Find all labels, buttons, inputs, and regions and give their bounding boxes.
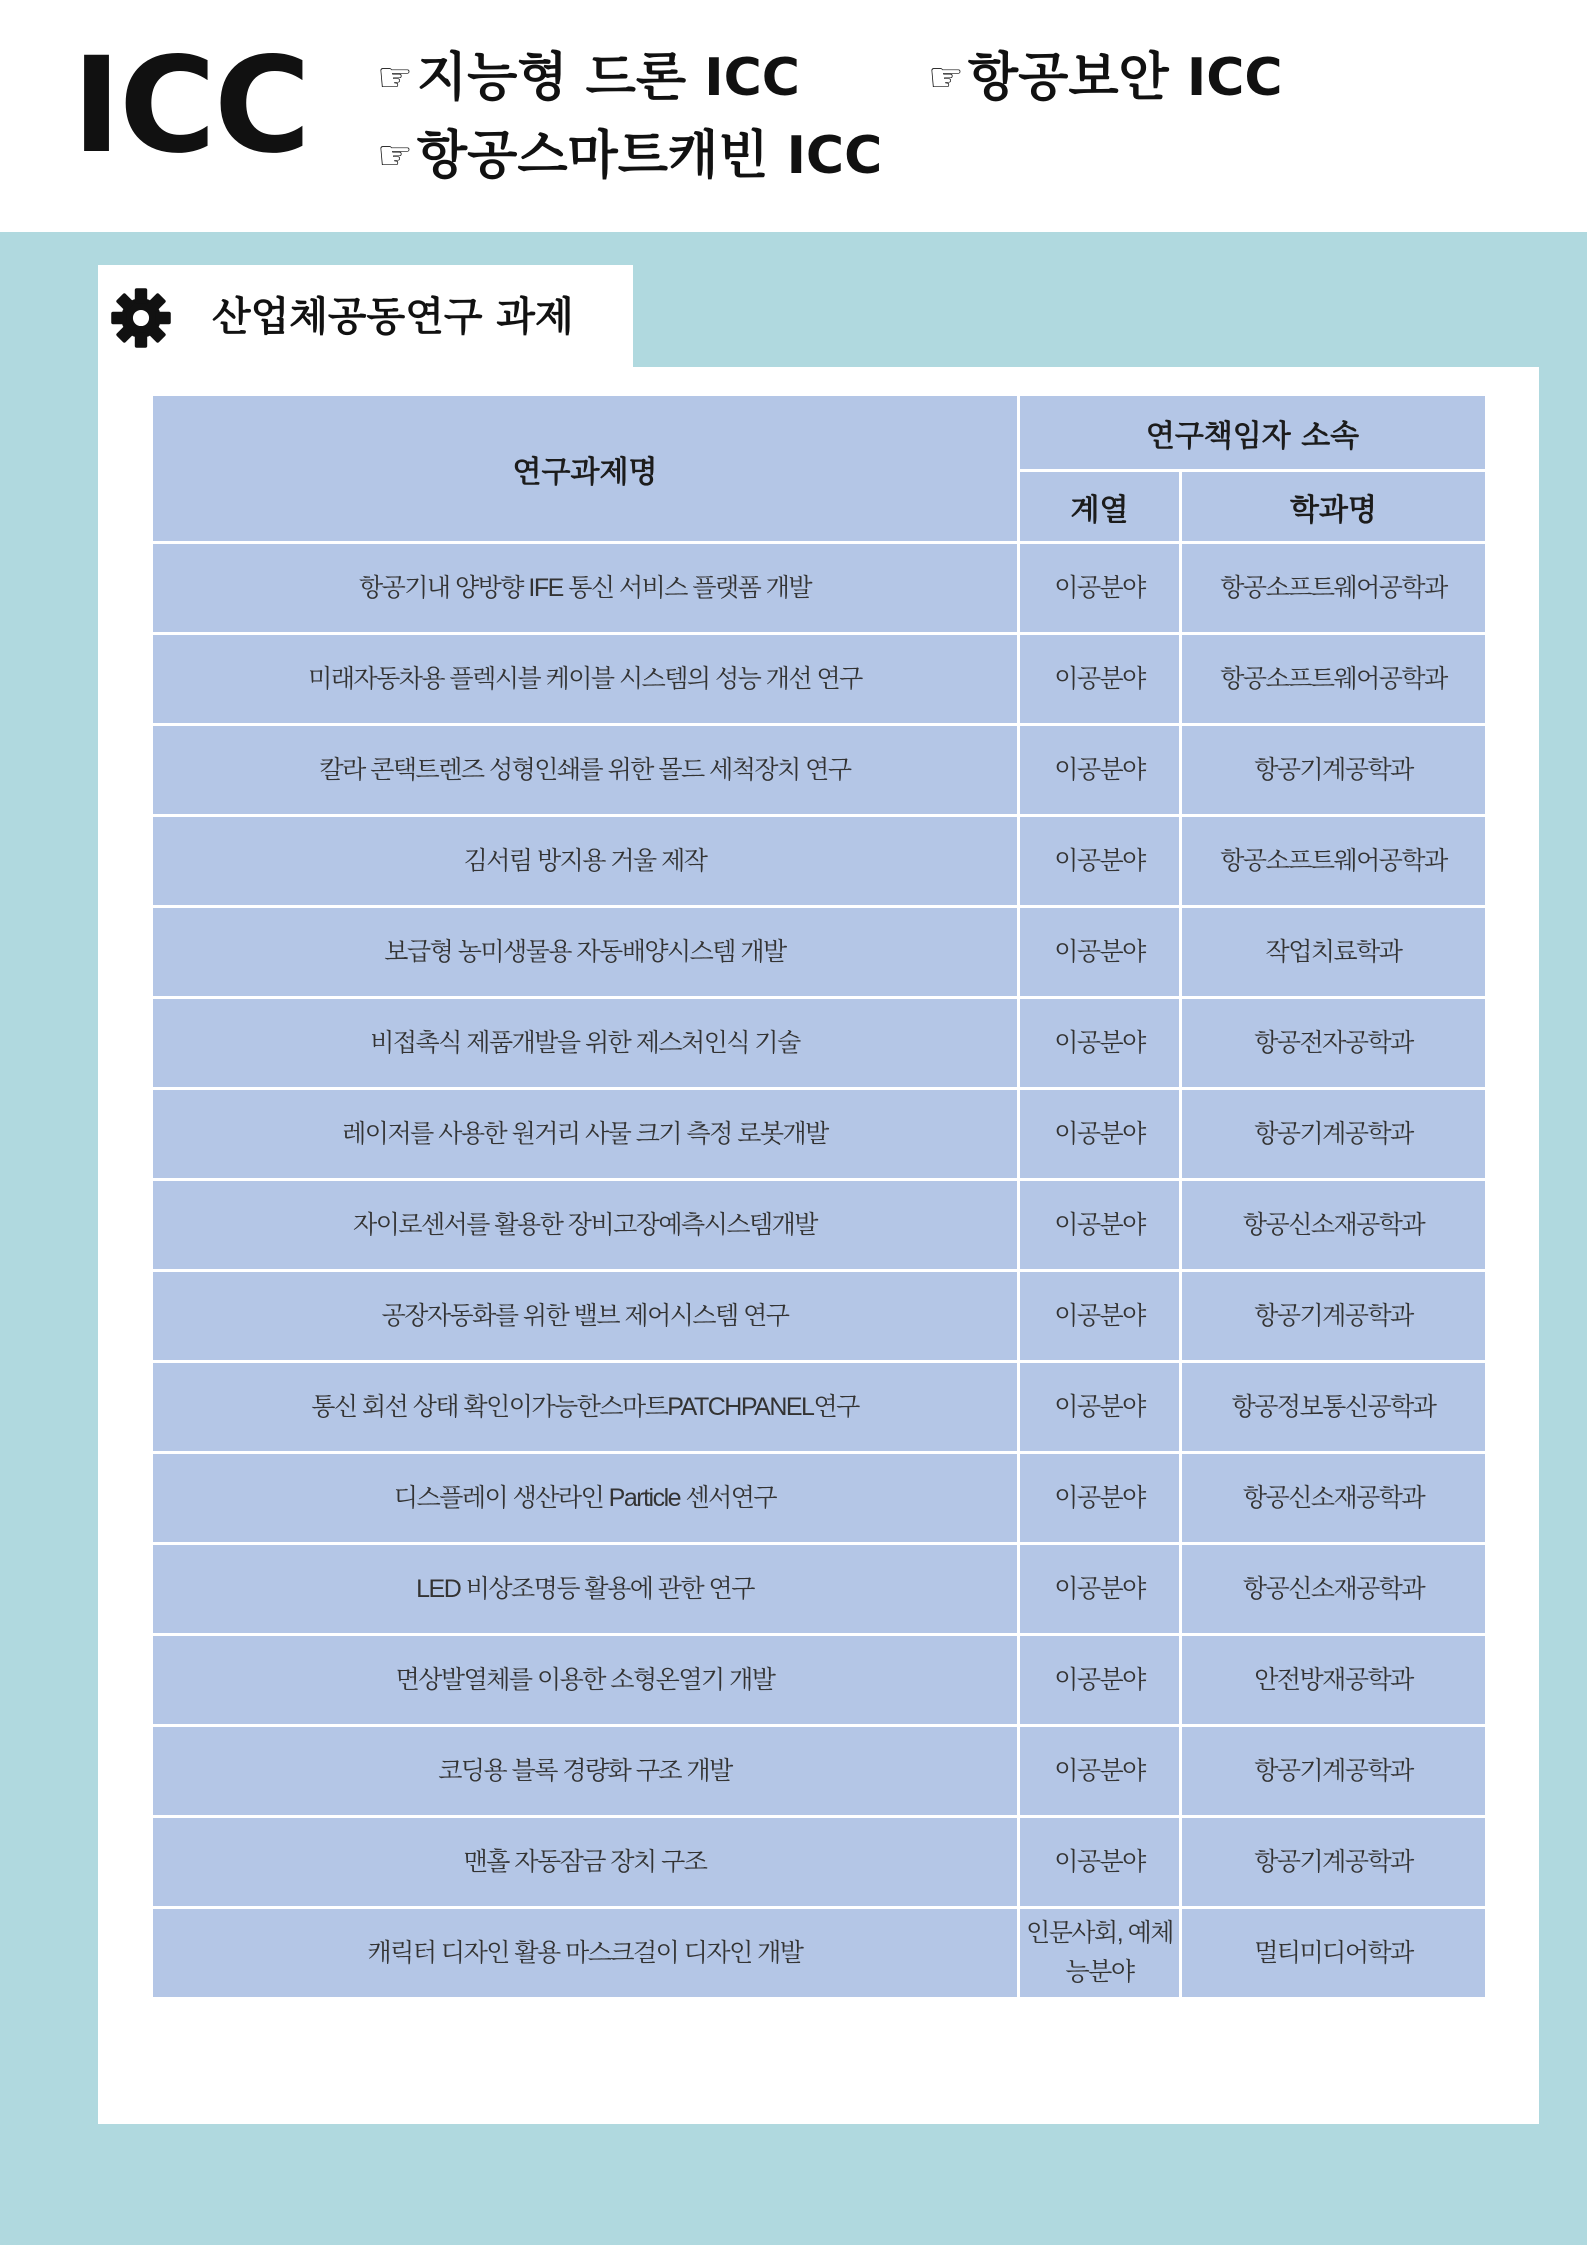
gear-icon: [110, 287, 172, 349]
cell-project: 칼라 콘택트렌즈 성형인쇄를 위한 몰드 세척장치 연구: [152, 725, 1019, 816]
cell-project: 레이저를 사용한 원거리 사물 크기 측정 로봇개발: [152, 1089, 1019, 1180]
cell-field: 이공분야: [1019, 634, 1181, 725]
table-row: [152, 1817, 1487, 1908]
table-row: [152, 907, 1487, 998]
table-row: [152, 1089, 1487, 1180]
cell-project: 면상발열체를 이용한 소형온열기 개발: [152, 1635, 1019, 1726]
pointing-hand-icon: ☞: [377, 55, 413, 101]
cell-project: 맨홀 자동잠금 장치 구조: [152, 1817, 1019, 1908]
cell-department: 항공신소재공학과: [1181, 1544, 1487, 1635]
header-affiliation: 연구책임자 소속: [1019, 395, 1487, 471]
table-row: [152, 1908, 1487, 1999]
table-row: [152, 725, 1487, 816]
cell-field: 이공분야: [1019, 1362, 1181, 1453]
cell-project: 통신 회선 상태 확인이가능한스마트PATCHPANEL연구: [152, 1362, 1019, 1453]
table-row: [152, 634, 1487, 725]
header-project: 연구과제명: [152, 395, 1019, 543]
project-table: [150, 393, 1488, 2000]
cell-department: 항공기계공학과: [1181, 1271, 1487, 1362]
table-row: [152, 1271, 1487, 1362]
cell-field: 이공분야: [1019, 1271, 1181, 1362]
link-label: 항공스마트캐빈 ICC: [416, 126, 883, 186]
cell-field: 인문사회, 예체능분야: [1019, 1908, 1181, 1999]
table-row: [152, 1453, 1487, 1544]
cell-field: 이공분야: [1019, 1635, 1181, 1726]
table-row: [152, 1726, 1487, 1817]
link-smart-cabin-icc[interactable]: [377, 126, 883, 186]
cell-department: 멀티미디어학과: [1181, 1908, 1487, 1999]
link-aviation-security-icc[interactable]: [928, 48, 1283, 108]
header-field: 계열: [1019, 471, 1181, 543]
cell-department: 항공신소재공학과: [1181, 1453, 1487, 1544]
cell-field: 이공분야: [1019, 998, 1181, 1089]
cell-field: 이공분야: [1019, 1817, 1181, 1908]
table-row: [152, 816, 1487, 907]
table-row: [152, 543, 1487, 634]
link-label: 항공보안 ICC: [967, 48, 1283, 108]
link-label: 지능형 드론 ICC: [416, 48, 800, 108]
cell-department: 작업치료학과: [1181, 907, 1487, 998]
cell-department: 항공정보통신공학과: [1181, 1362, 1487, 1453]
cell-department: 항공신소재공학과: [1181, 1180, 1487, 1271]
cell-project: 김서림 방지용 거울 제작: [152, 816, 1019, 907]
cell-project: 공장자동화를 위한 밸브 제어시스템 연구: [152, 1271, 1019, 1362]
section-title: 산업체공동연구 과제: [212, 294, 574, 340]
cell-department: 항공소프트웨어공학과: [1181, 816, 1487, 907]
table-row: [152, 998, 1487, 1089]
cell-field: 이공분야: [1019, 725, 1181, 816]
cell-field: 이공분야: [1019, 1453, 1181, 1544]
pointing-hand-icon: ☞: [377, 133, 413, 179]
cell-field: 이공분야: [1019, 1726, 1181, 1817]
cell-department: 항공전자공학과: [1181, 998, 1487, 1089]
table-row: [152, 1180, 1487, 1271]
cell-project: 캐릭터 디자인 활용 마스크걸이 디자인 개발: [152, 1908, 1019, 1999]
cell-project: 코딩용 블록 경량화 구조 개발: [152, 1726, 1019, 1817]
cell-department: 항공기계공학과: [1181, 1089, 1487, 1180]
cell-department: 안전방재공학과: [1181, 1635, 1487, 1726]
cell-project: 비접촉식 제품개발을 위한 제스처인식 기술: [152, 998, 1019, 1089]
brand-title: ICC: [72, 29, 309, 183]
link-intelligent-drone-icc[interactable]: [377, 48, 800, 108]
cell-project: LED 비상조명등 활용에 관한 연구: [152, 1544, 1019, 1635]
table-body: [152, 543, 1487, 1999]
cell-project: 보급형 농미생물용 자동배양시스템 개발: [152, 907, 1019, 998]
cell-project: 미래자동차용 플렉시블 케이블 시스템의 성능 개선 연구: [152, 634, 1019, 725]
cell-field: 이공분야: [1019, 816, 1181, 907]
table-row: [152, 1544, 1487, 1635]
page-header: [0, 0, 1587, 232]
cell-department: 항공기계공학과: [1181, 1726, 1487, 1817]
cell-department: 항공기계공학과: [1181, 725, 1487, 816]
cell-field: 이공분야: [1019, 907, 1181, 998]
section-tab: [98, 265, 633, 367]
cell-field: 이공분야: [1019, 1089, 1181, 1180]
cell-project: 디스플레이 생산라인 Particle 센서연구: [152, 1453, 1019, 1544]
table-row: [152, 1635, 1487, 1726]
cell-project: 자이로센서를 활용한 장비고장예측시스템개발: [152, 1180, 1019, 1271]
table-row: [152, 1362, 1487, 1453]
cell-project: 항공기내 양방향 IFE 통신 서비스 플랫폼 개발: [152, 543, 1019, 634]
header-department: 학과명: [1181, 471, 1487, 543]
cell-department: 항공기계공학과: [1181, 1817, 1487, 1908]
cell-field: 이공분야: [1019, 543, 1181, 634]
cell-department: 항공소프트웨어공학과: [1181, 543, 1487, 634]
cell-field: 이공분야: [1019, 1544, 1181, 1635]
pointing-hand-icon: ☞: [928, 55, 964, 101]
cell-field: 이공분야: [1019, 1180, 1181, 1271]
cell-department: 항공소프트웨어공학과: [1181, 634, 1487, 725]
